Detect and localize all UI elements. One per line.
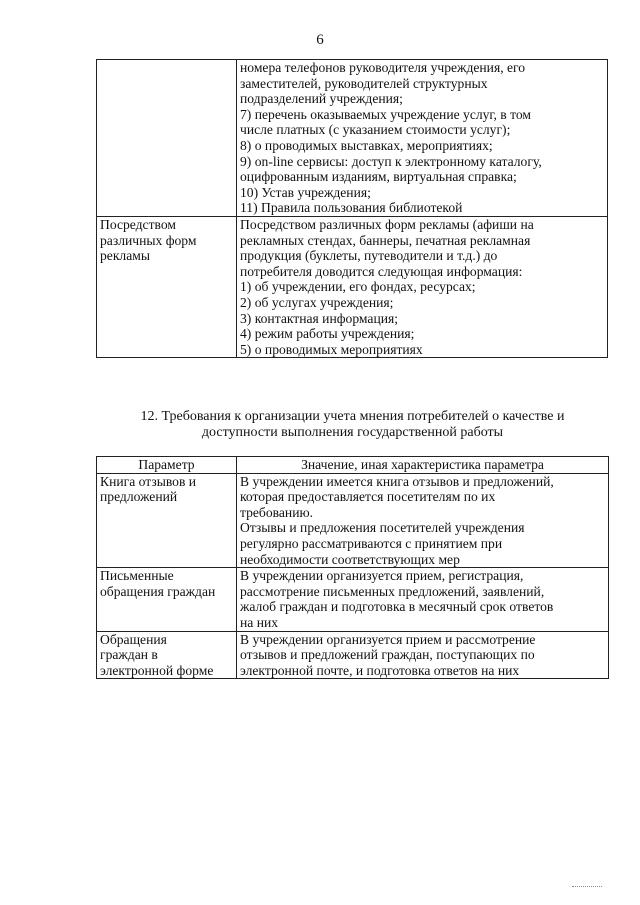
- text-line: В учреждении организуется прием и рассмотрение: [240, 631, 536, 647]
- text-line: на них: [240, 614, 279, 630]
- table-row: [97, 631, 609, 679]
- text-line: Письменные: [100, 568, 174, 584]
- info-channels-body: [97, 60, 608, 358]
- text-line: граждан в: [100, 647, 158, 663]
- value-cell: [237, 568, 609, 631]
- text-line: 5) о проводимых мероприятиях: [240, 341, 423, 357]
- text-line: электронной почте, и подготовка ответов на них: [240, 662, 520, 678]
- text-line: 2) об услугах учреждения;: [240, 294, 394, 310]
- text-line: 12. Требования к организации учета мнения потребителей о качестве и: [140, 409, 565, 424]
- text-line: обращения граждан: [100, 583, 216, 599]
- table-row: [97, 216, 608, 357]
- page-number: 6: [316, 32, 324, 48]
- param-cell: [97, 568, 237, 631]
- param-cell: [97, 60, 237, 217]
- param-cell: [97, 473, 237, 568]
- section-12-heading: [96, 409, 609, 441]
- feedback-body: [97, 473, 609, 679]
- value-cell: [237, 473, 609, 568]
- text-line: 8) о проводимых выставках, мероприятиях;: [240, 137, 493, 153]
- text-line: Книга отзывов и: [100, 473, 197, 489]
- text-line: рассмотрение письменных предложений, заявлений,: [240, 583, 545, 599]
- text-line: 10) Устав учреждения;: [240, 184, 371, 200]
- text-line: жалоб граждан и подготовка в месячный срок ответов: [240, 599, 554, 615]
- text-line: доступности выполнения государственной работы: [201, 425, 504, 440]
- text-line: В учреждении организуется прием, регистрация,: [240, 568, 524, 584]
- corner-mark: [572, 886, 602, 887]
- column-header-param: Параметр: [97, 457, 237, 474]
- text-line: оцифрованным изданиям, виртуальная справка;: [240, 169, 517, 185]
- text-line: рекламы: [100, 248, 150, 264]
- text-line: регулярно рассматриваются с принятием при: [240, 535, 503, 551]
- info-channels-table: [96, 59, 608, 358]
- value-cell: [237, 60, 608, 217]
- text-line: потребителя доводится следующая информация:: [240, 263, 523, 279]
- value-cell: [237, 631, 609, 679]
- text-line: которая предоставляется посетителям по их: [240, 489, 496, 505]
- text-line: отзывов и предложений граждан, поступающих по: [240, 647, 535, 663]
- feedback-table: [96, 456, 609, 679]
- text-line: предложений: [100, 489, 178, 505]
- text-line: Отзывы и предложения посетителей учреждения: [240, 520, 525, 536]
- text-line: необходимости соответствующих мер: [240, 551, 460, 567]
- text-line: электронной форме: [100, 662, 214, 678]
- text-line: Посредством различных форм рекламы (афиши на: [240, 216, 534, 232]
- param-cell: [97, 216, 237, 357]
- text-line: В учреждении имеется книга отзывов и предложений,: [240, 473, 554, 489]
- text-line: 7) перечень оказываемых учреждение услуг, в том: [240, 106, 531, 122]
- table-header-row: [97, 457, 609, 474]
- text-line: 3) контактная информация;: [240, 310, 399, 326]
- text-line: различных форм: [100, 232, 197, 248]
- text-line: Посредством: [100, 216, 176, 232]
- text-line: 4) режим работы учреждения;: [240, 326, 415, 342]
- text-line: рекламных стендах, баннеры, печатная рекламная: [240, 232, 531, 248]
- column-header-value: Значение, иная характеристика параметра: [237, 457, 609, 474]
- text-line: номера телефонов руководителя учреждения, его: [240, 60, 526, 75]
- table-row: [97, 60, 608, 217]
- text-line: 1) об учреждении, его фондах, ресурсах;: [240, 279, 476, 295]
- text-line: продукция (буклеты, путеводители и т.д.) до: [240, 248, 498, 264]
- table-row: [97, 473, 609, 568]
- text-line: 9) on-line сервисы: доступ к электронному каталогу,: [240, 153, 542, 169]
- text-line: требованию.: [240, 504, 314, 520]
- text-line: числе платных (с указанием стоимости услуг);: [240, 122, 511, 138]
- text-line: 11) Правила пользования библиотекой: [240, 200, 463, 216]
- table-row: [97, 568, 609, 631]
- text-line: подразделений учреждения;: [240, 91, 403, 107]
- text-line: Обращения: [100, 631, 167, 647]
- value-cell: [237, 216, 608, 357]
- text-line: заместителей, руководителей структурных: [240, 75, 488, 91]
- param-cell: [97, 631, 237, 679]
